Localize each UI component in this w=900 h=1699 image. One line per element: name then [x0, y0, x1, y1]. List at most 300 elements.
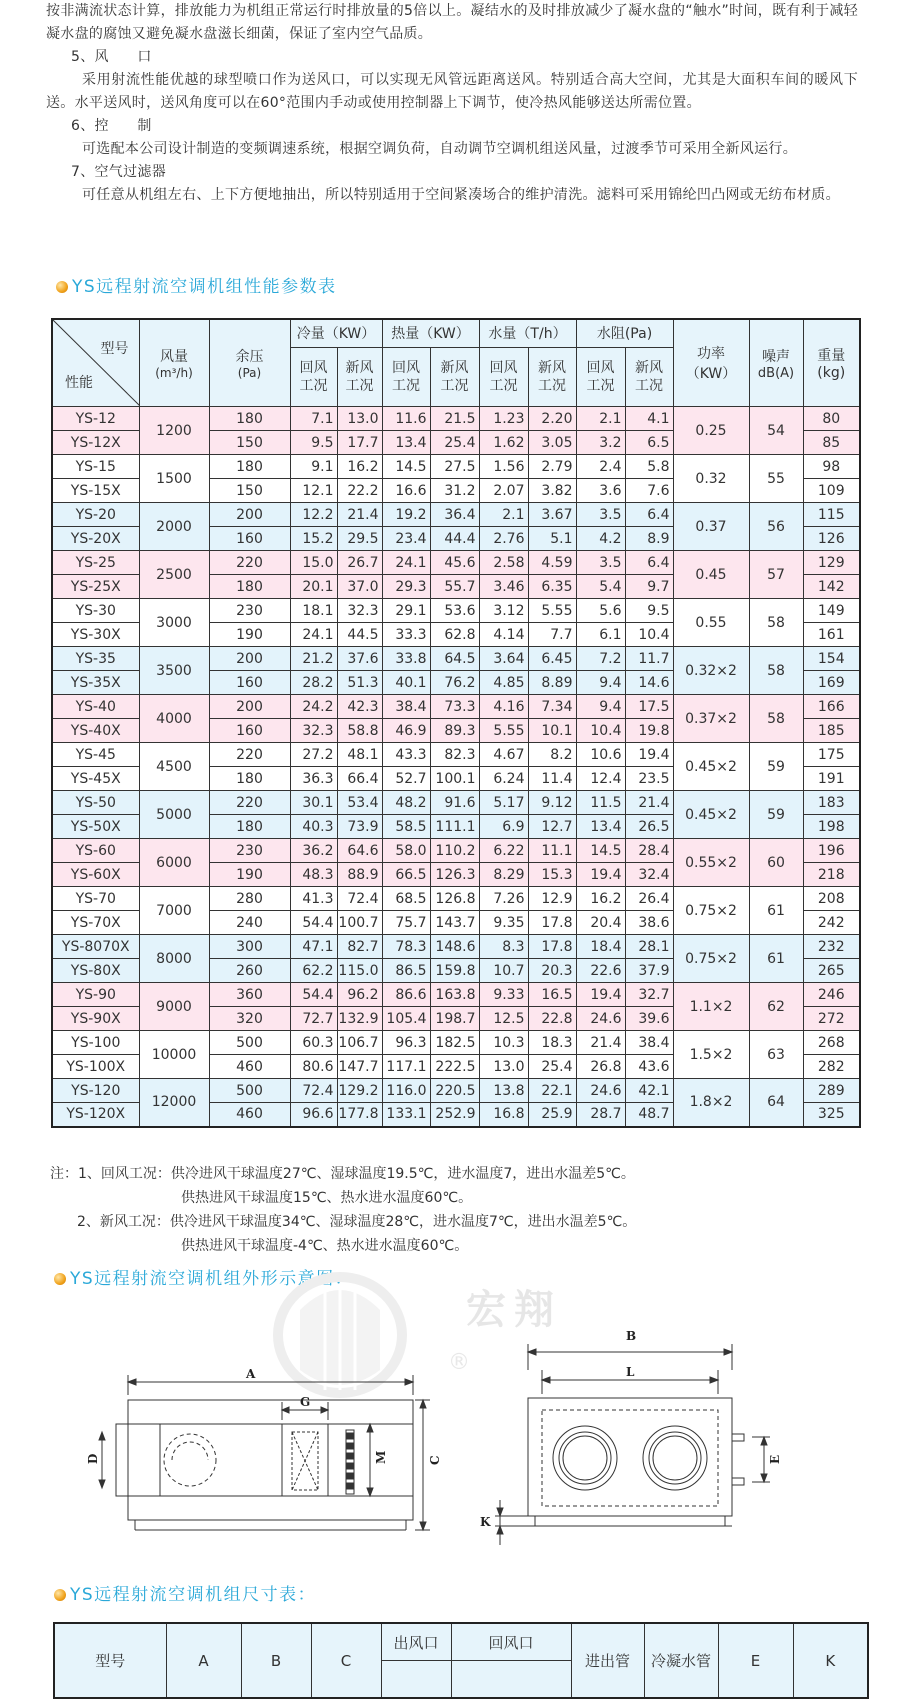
- cell-pressure: 180: [209, 455, 290, 479]
- cell-value: 11.6: [382, 407, 430, 431]
- cell-value: 27.2: [290, 743, 337, 767]
- cell-value: 163.8: [430, 983, 479, 1007]
- cell-noise: 64: [749, 1079, 803, 1127]
- cell-model: YS-40: [52, 695, 139, 719]
- cell-value: 21.5: [430, 407, 479, 431]
- cell-value: 8.2: [528, 743, 576, 767]
- table-row: [52, 935, 860, 959]
- cell-value: 252.9: [430, 1103, 479, 1127]
- cell-value: 7.34: [528, 695, 576, 719]
- cell-value: 9.4: [576, 671, 625, 695]
- cell-value: 36.2: [290, 839, 337, 863]
- cell-value: 5.55: [528, 599, 576, 623]
- cell-power: 1.1×2: [673, 983, 749, 1031]
- cell-value: 21.4: [625, 791, 673, 815]
- cell-model: YS-20: [52, 503, 139, 527]
- cell-value: 19.2: [382, 503, 430, 527]
- dim-header-return: 回风口: [451, 1623, 571, 1661]
- table-row: [52, 599, 860, 623]
- cell-value: 147.7: [337, 1055, 382, 1079]
- cell-airflow: 7000: [139, 887, 209, 935]
- cell-value: 54.4: [290, 911, 337, 935]
- cell-noise: 56: [749, 503, 803, 551]
- cell-pressure: 200: [209, 647, 290, 671]
- dim-header-pipe: 进出管: [571, 1623, 644, 1698]
- header-model: 型号: [100, 341, 129, 357]
- cell-pressure: 200: [209, 695, 290, 719]
- cell-model: YS-80X: [52, 959, 139, 983]
- header-performance: 性能: [65, 375, 93, 391]
- cell-value: 110.2: [430, 839, 479, 863]
- cell-value: 6.5: [625, 431, 673, 455]
- cell-value: 222.5: [430, 1055, 479, 1079]
- watermark-brand: 宏翔: [466, 1287, 562, 1333]
- cell-value: 24.1: [290, 623, 337, 647]
- header-noise: [749, 319, 803, 407]
- table-row: [52, 743, 860, 767]
- cell-weight: 169: [803, 671, 860, 695]
- subheader-resistance-return: 回风 工况: [576, 347, 625, 406]
- label-G: G: [300, 1395, 311, 1409]
- cell-pressure: 220: [209, 743, 290, 767]
- header-noise-unit: dB(A): [757, 365, 795, 381]
- performance-table-body: [52, 407, 860, 1127]
- cell-noise: 57: [749, 551, 803, 599]
- cell-model: YS-20X: [52, 527, 139, 551]
- cell-value: 13.0: [479, 1055, 528, 1079]
- dim-header-B: B: [241, 1623, 311, 1698]
- cell-pressure: 180: [209, 575, 290, 599]
- perf-table-title: [56, 272, 337, 297]
- cell-model: YS-25: [52, 551, 139, 575]
- cell-value: 25.9: [528, 1103, 576, 1127]
- cell-value: 22.8: [528, 1007, 576, 1031]
- cell-pressure: 180: [209, 407, 290, 431]
- cell-pressure: 240: [209, 911, 290, 935]
- cell-value: 9.7: [625, 575, 673, 599]
- cell-power: 1.8×2: [673, 1079, 749, 1127]
- cell-value: 96.2: [337, 983, 382, 1007]
- cell-value: 37.0: [337, 575, 382, 599]
- cell-value: 19.4: [576, 983, 625, 1007]
- header-pressure-unit: (Pa): [237, 366, 262, 380]
- cell-weight: 129: [803, 551, 860, 575]
- cell-value: 16.2: [576, 887, 625, 911]
- cell-value: 18.3: [528, 1031, 576, 1055]
- cell-pressure: 460: [209, 1103, 290, 1127]
- header-airflow-unit: (m³/h): [155, 366, 193, 380]
- bullet-icon: [56, 281, 68, 293]
- cell-value: 44.5: [337, 623, 382, 647]
- cell-weight: 282: [803, 1055, 860, 1079]
- cell-value: 12.9: [528, 887, 576, 911]
- cell-weight: 242: [803, 911, 860, 935]
- cell-weight: 265: [803, 959, 860, 983]
- cell-value: 42.1: [625, 1079, 673, 1103]
- cell-value: 3.5: [576, 551, 625, 575]
- cell-value: 2.1: [576, 407, 625, 431]
- cell-weight: 80: [803, 407, 860, 431]
- cell-power: 0.75×2: [673, 935, 749, 983]
- cell-value: 6.1: [576, 623, 625, 647]
- subheader-water-return: 回风 工况: [479, 347, 528, 406]
- cell-value: 66.5: [382, 863, 430, 887]
- cell-value: 33.3: [382, 623, 430, 647]
- cell-noise: 62: [749, 983, 803, 1031]
- cell-value: 14.5: [382, 455, 430, 479]
- cell-value: 45.6: [430, 551, 479, 575]
- cell-value: 78.3: [382, 935, 430, 959]
- cell-value: 5.55: [479, 719, 528, 743]
- watermark-reg: ®: [448, 1350, 470, 1375]
- label-M: M: [374, 1450, 388, 1464]
- cell-value: 7.2: [576, 647, 625, 671]
- cell-value: 4.85: [479, 671, 528, 695]
- cell-power: 0.75×2: [673, 887, 749, 935]
- cell-model: YS-100: [52, 1031, 139, 1055]
- cell-value: 20.3: [528, 959, 576, 983]
- cell-value: 91.6: [430, 791, 479, 815]
- cell-power: 0.45×2: [673, 791, 749, 839]
- cell-value: 19.4: [576, 863, 625, 887]
- header-weight: [803, 319, 860, 407]
- cell-noise: 54: [749, 407, 803, 455]
- cell-model: YS-70X: [52, 911, 139, 935]
- cell-model: YS-15: [52, 455, 139, 479]
- cell-value: 13.4: [576, 815, 625, 839]
- dim-header-K: K: [793, 1623, 868, 1698]
- cell-weight: 98: [803, 455, 860, 479]
- cell-value: 15.0: [290, 551, 337, 575]
- cell-value: 14.5: [576, 839, 625, 863]
- cell-value: 3.05: [528, 431, 576, 455]
- diag-header-cell: [52, 319, 139, 407]
- cell-airflow: 3000: [139, 599, 209, 647]
- cell-model: YS-8070X: [52, 935, 139, 959]
- cell-model: YS-35: [52, 647, 139, 671]
- cell-value: 25.4: [528, 1055, 576, 1079]
- cell-value: 44.4: [430, 527, 479, 551]
- cell-value: 6.35: [528, 575, 576, 599]
- cell-pressure: 150: [209, 479, 290, 503]
- subheader-water-fresh: 新风 工况: [528, 347, 576, 406]
- header-pressure-label: 余压: [235, 349, 264, 365]
- cell-value: 68.5: [382, 887, 430, 911]
- cell-power: 0.55×2: [673, 839, 749, 887]
- cell-value: 27.5: [430, 455, 479, 479]
- cell-power: 0.45×2: [673, 743, 749, 791]
- cell-value: 115.0: [337, 959, 382, 983]
- cell-value: 100.1: [430, 767, 479, 791]
- cell-noise: 59: [749, 791, 803, 839]
- cell-weight: 246: [803, 983, 860, 1007]
- cell-model: YS-120X: [52, 1103, 139, 1127]
- cell-value: 111.1: [430, 815, 479, 839]
- cell-value: 11.4: [528, 767, 576, 791]
- cell-value: 117.1: [382, 1055, 430, 1079]
- cell-value: 177.8: [337, 1103, 382, 1127]
- cell-noise: 60: [749, 839, 803, 887]
- cell-model: YS-12: [52, 407, 139, 431]
- cell-value: 64.5: [430, 647, 479, 671]
- cell-value: 96.6: [290, 1103, 337, 1127]
- cell-weight: 85: [803, 431, 860, 455]
- cell-value: 9.33: [479, 983, 528, 1007]
- header-weight-label: 重量: [817, 348, 846, 364]
- label-L: L: [626, 1365, 635, 1379]
- notes: [50, 1162, 636, 1258]
- note-line-4: 供热进风干球温度-4℃、热水进水温度60℃。: [181, 1238, 469, 1254]
- cell-value: 48.3: [290, 863, 337, 887]
- cell-value: 32.7: [625, 983, 673, 1007]
- cell-weight: 185: [803, 719, 860, 743]
- header-resistance: 水阻(Pa): [576, 319, 673, 347]
- section-6-text: 可选配本公司设计制造的变频调速系统，根据空调负荷，自动调节空调机组送风量，过渡季节可采用全新风运行。: [82, 141, 797, 157]
- cell-value: 7.6: [625, 479, 673, 503]
- cell-model: YS-35X: [52, 671, 139, 695]
- cell-pressure: 220: [209, 791, 290, 815]
- label-C: C: [428, 1455, 442, 1465]
- cell-value: 14.6: [625, 671, 673, 695]
- cell-value: 9.5: [290, 431, 337, 455]
- bullet-icon: [54, 1589, 66, 1601]
- cell-weight: 149: [803, 599, 860, 623]
- label-K: K: [480, 1515, 491, 1529]
- cell-value: 2.79: [528, 455, 576, 479]
- cell-value: 16.2: [337, 455, 382, 479]
- cell-value: 26.4: [625, 887, 673, 911]
- cell-airflow: 9000: [139, 983, 209, 1031]
- cell-value: 39.6: [625, 1007, 673, 1031]
- cell-value: 48.1: [337, 743, 382, 767]
- cell-value: 17.7: [337, 431, 382, 455]
- cell-value: 54.4: [290, 983, 337, 1007]
- cell-value: 42.3: [337, 695, 382, 719]
- cell-value: 4.67: [479, 743, 528, 767]
- cell-weight: 196: [803, 839, 860, 863]
- cell-value: 32.3: [290, 719, 337, 743]
- cell-value: 86.6: [382, 983, 430, 1007]
- cell-pressure: 230: [209, 599, 290, 623]
- cell-noise: 58: [749, 695, 803, 743]
- performance-table: [51, 318, 861, 1128]
- cell-value: 9.4: [576, 695, 625, 719]
- table-row: [52, 695, 860, 719]
- dim-title-text: YS远程射流空调机组尺寸表：: [70, 1585, 317, 1605]
- cell-value: 6.4: [625, 503, 673, 527]
- cell-value: 19.8: [625, 719, 673, 743]
- cell-value: 21.2: [290, 647, 337, 671]
- cell-value: 29.3: [382, 575, 430, 599]
- bullet-icon: [54, 1273, 66, 1285]
- cell-weight: 154: [803, 647, 860, 671]
- header-airflow: [139, 319, 209, 407]
- cell-weight: 142: [803, 575, 860, 599]
- cell-model: YS-60X: [52, 863, 139, 887]
- table-row: [52, 407, 860, 431]
- cell-model: YS-15X: [52, 479, 139, 503]
- cell-pressure: 190: [209, 623, 290, 647]
- diagonal-line-icon: [53, 320, 140, 406]
- cell-value: 3.82: [528, 479, 576, 503]
- cell-pressure: 360: [209, 983, 290, 1007]
- cell-airflow: 1200: [139, 407, 209, 455]
- header-water: 水量（T/h）: [479, 319, 576, 347]
- cell-weight: 208: [803, 887, 860, 911]
- table-row: [52, 983, 860, 1007]
- cell-value: 22.6: [576, 959, 625, 983]
- cell-value: 5.6: [576, 599, 625, 623]
- table-row: [52, 887, 860, 911]
- table-row: [52, 1079, 860, 1103]
- cell-weight: 115: [803, 503, 860, 527]
- cell-value: 16.8: [479, 1103, 528, 1127]
- cell-value: 148.6: [430, 935, 479, 959]
- cell-value: 1.56: [479, 455, 528, 479]
- cell-airflow: 5000: [139, 791, 209, 839]
- cell-value: 15.2: [290, 527, 337, 551]
- cell-value: 62.2: [290, 959, 337, 983]
- dim-header-condensate: 冷凝水管: [644, 1623, 718, 1698]
- cell-pressure: 160: [209, 527, 290, 551]
- cell-value: 20.1: [290, 575, 337, 599]
- cell-value: 13.0: [337, 407, 382, 431]
- cell-value: 17.8: [528, 911, 576, 935]
- cell-value: 23.4: [382, 527, 430, 551]
- cell-pressure: 220: [209, 551, 290, 575]
- cell-value: 12.5: [479, 1007, 528, 1031]
- cell-value: 3.46: [479, 575, 528, 599]
- cell-value: 41.3: [290, 887, 337, 911]
- cell-value: 72.7: [290, 1007, 337, 1031]
- cell-value: 29.5: [337, 527, 382, 551]
- cell-value: 105.4: [382, 1007, 430, 1031]
- cell-value: 21.4: [337, 503, 382, 527]
- cell-pressure: 180: [209, 815, 290, 839]
- cell-value: 9.1: [290, 455, 337, 479]
- cell-value: 15.3: [528, 863, 576, 887]
- cell-value: 89.3: [430, 719, 479, 743]
- cell-value: 47.1: [290, 935, 337, 959]
- cell-noise: 55: [749, 455, 803, 503]
- label-A: A: [246, 1367, 256, 1381]
- cell-airflow: 4500: [139, 743, 209, 791]
- cell-value: 133.1: [382, 1103, 430, 1127]
- cell-value: 7.1: [290, 407, 337, 431]
- cell-value: 9.35: [479, 911, 528, 935]
- cell-value: 40.1: [382, 671, 430, 695]
- cell-model: YS-60: [52, 839, 139, 863]
- cell-value: 5.1: [528, 527, 576, 551]
- dim-table-title: [54, 1580, 316, 1605]
- outline-title-text: YS远程射流空调机组外形示意图：: [70, 1269, 354, 1289]
- cell-power: 0.32: [673, 455, 749, 503]
- cell-weight: 183: [803, 791, 860, 815]
- cell-value: 12.2: [290, 503, 337, 527]
- cell-pressure: 320: [209, 1007, 290, 1031]
- cell-model: YS-25X: [52, 575, 139, 599]
- cell-pressure: 160: [209, 671, 290, 695]
- cell-value: 116.0: [382, 1079, 430, 1103]
- cell-value: 2.1: [479, 503, 528, 527]
- cell-weight: 166: [803, 695, 860, 719]
- cell-airflow: 4000: [139, 695, 209, 743]
- header-heating: 热量（KW）: [382, 319, 479, 347]
- section-5-title: 5、风 口: [71, 49, 152, 65]
- cell-model: YS-50: [52, 791, 139, 815]
- cell-value: 9.5: [625, 599, 673, 623]
- cell-value: 1.23: [479, 407, 528, 431]
- cell-value: 8.9: [625, 527, 673, 551]
- cell-value: 58.0: [382, 839, 430, 863]
- table-row: [52, 791, 860, 815]
- cell-value: 2.07: [479, 479, 528, 503]
- cell-value: 6.24: [479, 767, 528, 791]
- cell-value: 46.9: [382, 719, 430, 743]
- cell-value: 43.6: [625, 1055, 673, 1079]
- cell-value: 24.6: [576, 1079, 625, 1103]
- cell-value: 126.3: [430, 863, 479, 887]
- cell-value: 10.4: [625, 623, 673, 647]
- cell-value: 82.3: [430, 743, 479, 767]
- cell-value: 37.9: [625, 959, 673, 983]
- cell-value: 6.22: [479, 839, 528, 863]
- cell-model: YS-90X: [52, 1007, 139, 1031]
- cell-value: 8.29: [479, 863, 528, 887]
- cell-model: YS-30: [52, 599, 139, 623]
- cell-power: 0.32×2: [673, 647, 749, 695]
- cell-value: 73.9: [337, 815, 382, 839]
- cell-value: 73.3: [430, 695, 479, 719]
- cell-value: 76.2: [430, 671, 479, 695]
- cell-model: YS-50X: [52, 815, 139, 839]
- cell-noise: 63: [749, 1031, 803, 1079]
- cell-value: 37.6: [337, 647, 382, 671]
- cell-value: 106.7: [337, 1031, 382, 1055]
- table-row: [52, 455, 860, 479]
- subheader-cooling-return: 回风 工况: [290, 347, 337, 406]
- cell-value: 10.1: [528, 719, 576, 743]
- cell-value: 220.5: [430, 1079, 479, 1103]
- cell-value: 32.3: [337, 599, 382, 623]
- cell-value: 2.4: [576, 455, 625, 479]
- cell-value: 4.2: [576, 527, 625, 551]
- cell-weight: 232: [803, 935, 860, 959]
- cell-power: 0.25: [673, 407, 749, 455]
- dimension-table: [53, 1622, 869, 1699]
- cell-value: 5.4: [576, 575, 625, 599]
- cell-noise: 58: [749, 599, 803, 647]
- table-row: [52, 551, 860, 575]
- cell-pressure: 190: [209, 863, 290, 887]
- cell-model: YS-40X: [52, 719, 139, 743]
- cell-value: 100.7: [337, 911, 382, 935]
- cell-airflow: 10000: [139, 1031, 209, 1079]
- cell-value: 129.2: [337, 1079, 382, 1103]
- cell-model: YS-45: [52, 743, 139, 767]
- cell-weight: 218: [803, 863, 860, 887]
- cell-value: 32.4: [625, 863, 673, 887]
- cell-value: 3.12: [479, 599, 528, 623]
- header-power-unit: （KW）: [685, 366, 737, 382]
- cell-weight: 175: [803, 743, 860, 767]
- cell-model: YS-70: [52, 887, 139, 911]
- dim-header-C: C: [311, 1623, 381, 1698]
- cell-weight: 191: [803, 767, 860, 791]
- cell-weight: 161: [803, 623, 860, 647]
- section-5-text: 采用射流性能优越的球型喷口作为送风口，可以实现无风管远距离送风。特别适合高大空间，尤其是大面积车间的暖风下送。水平送风时，送风角度可以在60°范围内手动或使用控制器上下调节，使冷热风能够送达所需位置。: [46, 72, 858, 111]
- label-E: E: [768, 1454, 782, 1464]
